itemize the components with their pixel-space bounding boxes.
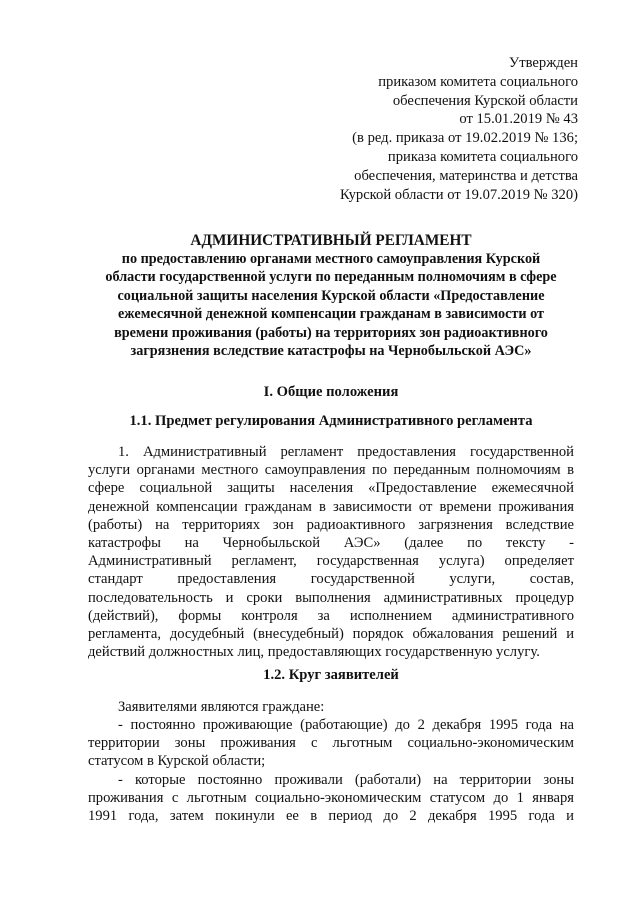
approval-line: Утвержден xyxy=(508,55,578,71)
approval-line: приказа комитета социального xyxy=(387,148,578,165)
paragraph-line: катастрофы на Чернобыльской АЭС» (далее по тексту - xyxy=(88,535,574,552)
paragraph-line: последовательность и сроки выполнения административных процедур xyxy=(88,589,574,606)
section-heading-subject: 1.1. Предмет регулирования Административного регламента xyxy=(129,413,533,429)
subtitle-line: по предоставлению органами местного самоуправления Курской xyxy=(121,251,541,267)
paragraph-line: статусом в Курской области; xyxy=(88,753,266,770)
section-heading-applicants: 1.2. Круг заявителей xyxy=(263,667,399,683)
applicants-item-2 xyxy=(88,771,574,826)
approval-line: (в ред. приказа от 19.02.2019 № 136; xyxy=(352,130,578,147)
document-subtitle xyxy=(88,250,574,360)
paragraph-line: денежной компенсации гражданам в зависимости от времени проживания xyxy=(88,498,574,515)
paragraph-line: услуги органами местного самоуправления по переданным полномочиям в xyxy=(88,462,574,479)
paragraph-line: - которые постоянно проживали (работали) на территории зоны xyxy=(118,772,574,788)
paragraph-1 xyxy=(88,443,574,661)
paragraph-line: проживания с льготным социально-экономическим статусом до 1 января xyxy=(88,790,574,807)
subtitle-line: загрязнения вследствие катастрофы на Чернобыльской АЭС» xyxy=(130,343,532,360)
approval-line: Курской области от 19.07.2019 № 320) xyxy=(339,186,578,203)
paragraph-line: 1. Административный регламент предоставления государственной xyxy=(118,444,574,460)
paragraph-line: (действий), формы контроля за исполнением административного xyxy=(88,607,574,624)
paragraph-line: сфере социальной защиты населения «Предоставление ежемесячной xyxy=(88,480,574,497)
paragraph-line: территории зоны проживания с льготным социально-экономическим xyxy=(88,735,574,752)
paragraph-line: стандарт предоставления государственной услуги, состав, xyxy=(88,571,574,588)
approval-block xyxy=(278,54,578,204)
applicants-item-1 xyxy=(88,716,574,771)
paragraph-line: 1991 года, затем покинули ее в период до 2 декабря 1995 года и xyxy=(88,808,574,825)
paragraph-line: Заявителями являются граждане: xyxy=(118,699,325,715)
approval-line: обеспечения Курской области xyxy=(392,92,578,109)
subtitle-line: ежемесячной денежной компенсации гражданам в зависимости от xyxy=(118,306,544,323)
subtitle-line: области государственной услуги по переданным полномочиям в сфере xyxy=(105,269,557,286)
paragraph-line: Административный регламент, государственная услуга) определяет xyxy=(88,553,574,570)
applicants-intro xyxy=(88,698,574,716)
approval-line: обеспечения, материнства и детства xyxy=(354,167,578,184)
document-title: АДМИНИСТРАТИВНЫЙ РЕГЛАМЕНТ xyxy=(190,232,472,249)
paragraph-line: - постоянно проживающие (работающие) до 2 декабря 1995 года на xyxy=(118,717,574,733)
paragraph-line: (работы) на территориях зон радиоактивного загрязнения вследствие xyxy=(88,516,574,533)
subtitle-line: социальной защиты населения Курской области «Предоставление xyxy=(117,287,545,304)
paragraph-line: регламента, досудебный (внесудебный) порядок обжалования решений и xyxy=(88,626,574,643)
approval-line: от 15.01.2019 № 43 xyxy=(459,111,578,128)
paragraph-line: действий должностных лиц, предоставляющих государственную услугу. xyxy=(88,644,540,661)
section-heading-general: I. Общие положения xyxy=(263,384,399,400)
subtitle-line: времени проживания (работы) на территориях зон радиоактивного xyxy=(114,324,548,341)
approval-line: приказом комитета социального xyxy=(378,73,578,90)
